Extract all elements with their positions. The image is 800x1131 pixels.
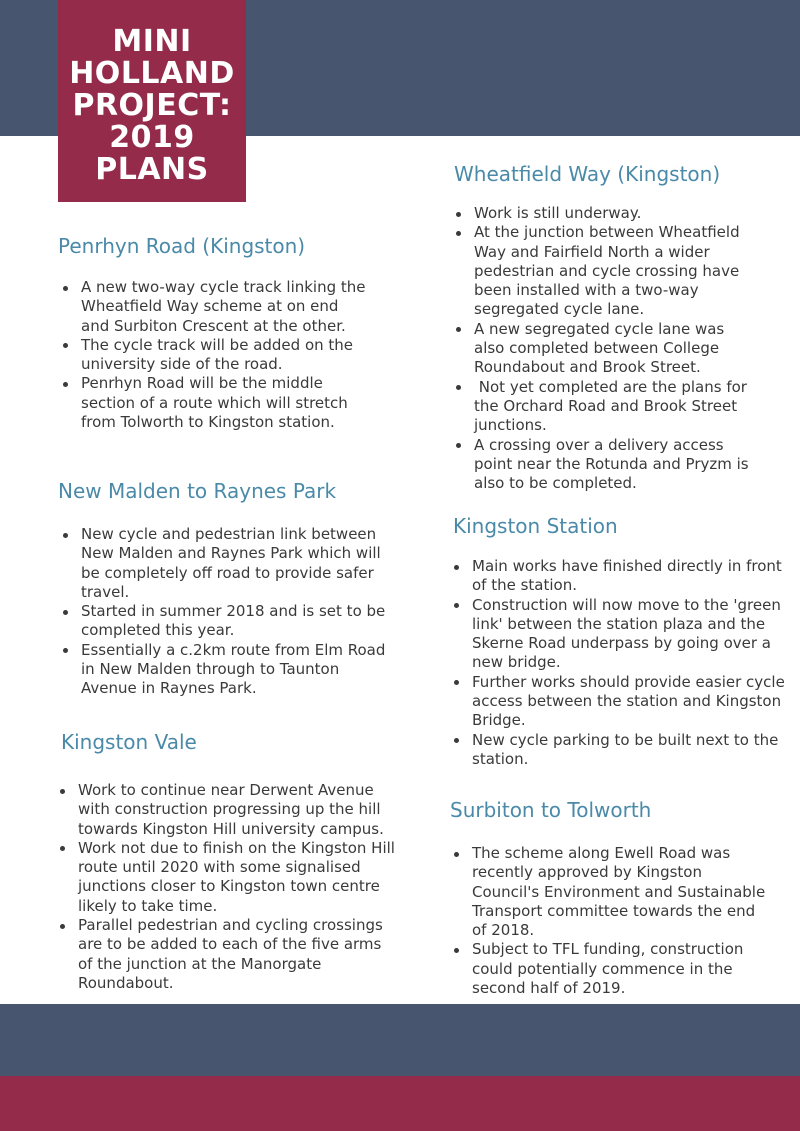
section-kingston-station xyxy=(453,514,793,769)
list-item: Construction will now move to the 'green link' between the station plaza and the Skerne Road underpass by going over a new bridge. xyxy=(472,596,793,673)
list-item: At the junction between Wheatfield Way and Fairfield North a wider pedestrian and cycle crossing have been installed with a two-way segregated cycle lane. xyxy=(474,223,754,319)
section-heading: New Malden to Raynes Park xyxy=(58,479,337,503)
section-heading: Kingston Station xyxy=(453,514,618,538)
list-item: Essentially a c.2km route from Elm Road in New Malden through to Taunton Avenue in Raynes Park. xyxy=(81,641,398,699)
title-line: MINI xyxy=(112,24,192,59)
section-kingston-vale xyxy=(61,730,396,993)
list-item: Further works should provide easier cycle access between the station and Kingston Bridge. xyxy=(472,673,793,731)
section-wheatfield-way xyxy=(454,162,754,493)
bullet-list xyxy=(58,525,398,699)
list-item: A new two-way cycle track linking the Wheatfield Way scheme at on end and Surbiton Crescent at the other. xyxy=(81,278,368,336)
section-heading: Penrhyn Road (Kingston) xyxy=(58,234,306,258)
title-line: PROJECT: xyxy=(72,88,232,123)
list-item: Work is still underway. xyxy=(474,204,754,223)
list-item: Started in summer 2018 and is set to be completed this year. xyxy=(81,602,398,641)
list-item: The cycle track will be added on the university side of the road. xyxy=(81,336,368,375)
list-item: Penrhyn Road will be the middle section of a route which will stretch from Tolworth to Kingston station. xyxy=(81,374,368,432)
footer-accent-bar xyxy=(0,1076,800,1131)
list-item: Work to continue near Derwent Avenue with construction progressing up the hill towards Kingston Hill university campus. xyxy=(78,781,396,839)
section-surbiton-tolworth xyxy=(450,798,770,998)
title-line: HOLLAND xyxy=(69,56,235,91)
list-item: A crossing over a delivery access point near the Rotunda and Pryzm is also to be completed. xyxy=(474,436,754,494)
bullet-list xyxy=(61,781,396,993)
bullet-list xyxy=(454,204,754,493)
list-item: New cycle and pedestrian link between New Malden and Raynes Park which will be completely off road to provide safer travel. xyxy=(81,525,398,602)
section-heading: Kingston Vale xyxy=(61,730,197,754)
bullet-list xyxy=(450,844,770,998)
list-item: A new segregated cycle lane was also completed between College Roundabout and Brook Street. xyxy=(474,320,754,378)
title-line: PLANS xyxy=(95,152,209,187)
footer-band xyxy=(0,1004,800,1076)
title-box xyxy=(58,0,246,202)
section-heading: Wheatfield Way (Kingston) xyxy=(454,162,721,186)
list-item: The scheme along Ewell Road was recently approved by Kingston Council's Environment and Sustainable Transport committee towards the end of 2018. xyxy=(472,844,770,940)
list-item: Work not due to finish on the Kingston Hill route until 2020 with some signalised junctions closer to Kingston town centre likely to take time. xyxy=(78,838,395,915)
list-item: Subject to TFL funding, construction could potentially commence in the second half of 2019. xyxy=(472,940,770,998)
bullet-list xyxy=(58,278,368,432)
list-item: Not yet completed are the plans for the Orchard Road and Brook Street junctions. xyxy=(474,378,754,436)
page-title xyxy=(62,16,242,186)
section-penrhyn-road xyxy=(58,234,368,432)
section-new-malden-raynes-park xyxy=(58,479,398,699)
title-line: 2019 xyxy=(109,120,195,155)
section-heading: Surbiton to Tolworth xyxy=(450,798,652,822)
list-item: New cycle parking to be built next to the station. xyxy=(472,731,793,770)
list-item: Parallel pedestrian and cycling crossings are to be added to each of the five arms of the junction at the Manorgate Roundabout. xyxy=(78,916,396,993)
bullet-list xyxy=(453,557,793,769)
list-item: Main works have finished directly in front of the station. xyxy=(472,557,793,596)
